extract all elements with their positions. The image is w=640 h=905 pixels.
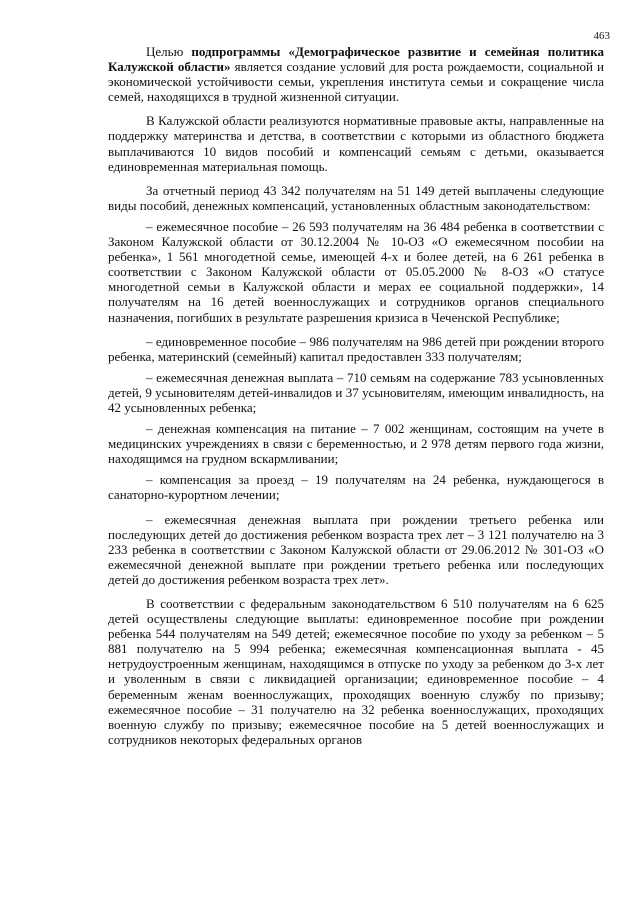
- paragraph-reporting-period: За отчетный период 43 342 получателям на 51 149 детей выплачены следующие виды пособий, денежных компенсаций, установленных областным законодательством:: [108, 182, 604, 213]
- document-body: [108, 44, 604, 756]
- list-item-third-child-payment: – ежемесячная денежная выплата при рождении третьего ребенка или последующих детей до достижения ребенком возраста трех лет – 3 121 получателю на 3 233 ребенка в соответствии с Законом Калужской области от 29.06.2012 № 301-ОЗ «О ежемесячной денежной выплате при рождении третьего ребенка или последующих детей до достижения ребенком возраста трех лет».: [108, 511, 604, 587]
- list-item-monthly-allowance: – ежемесячное пособие – 26 593 получателям на 36 484 ребенка в соответствии с Законом Калужской области от 30.12.2004 № 10-ОЗ «О ежемесячном пособии на ребенка», 1 561 многодетной семье, имеющей 4-х и более детей, на 6 261 ребенка в соответствии с Законом Калужской области от 05.05.2000 № 8-ОЗ «О статусе многодетной семьи в Калужской области и мерах ее социальной поддержки», 14 получателям на 16 детей военнослужащих и сотрудников органов специального назначения, погибших в результате разрешения кризиса в Чеченской Республике;: [108, 218, 604, 325]
- list-item-lump-sum-allowance: – единовременное пособие – 986 получателям на 986 детей при рождении второго ребенка, материнский (семейный) капитал предоставлен 333 получателям;: [108, 333, 604, 364]
- page-number: 463: [593, 30, 610, 42]
- paragraph-goal-lead: Целью: [146, 44, 192, 59]
- list-item-travel-compensation: – компенсация за проезд – 19 получателям на 24 ребенка, нуждающегося в санаторно-курортном лечении;: [108, 472, 604, 503]
- list-item-nutrition-compensation: – денежная компенсация на питание – 7 002 женщинам, состоящим на учете в медицинских учреждениях в связи с беременностью, и 2 978 детям первого года жизни, находящимся на грудном вскармливании;: [108, 421, 604, 467]
- paragraph-goal-rest: является создание условий для роста рождаемости, социальной и экономической устойчивости семьи, укрепления института семьи и сокращение числа семей, находящихся в трудной жизненной ситуации.: [108, 59, 604, 105]
- paragraph-goal: [108, 44, 604, 104]
- subprogram-title: подпрограммы «Демографическое развитие и семейная политика Калужской области»: [108, 44, 604, 75]
- list-item-adoption-payment: – ежемесячная денежная выплата – 710 семьям на содержание 783 усыновленных детей, 9 усыновителям детей-инвалидов и 37 усыновителям, имеющим инвалидность, на 42 усыновленных ребенка;: [108, 369, 604, 415]
- paragraph-federal-payments: В соответствии с федеральным законодательством 6 510 получателям на 6 625 детей осуществлены следующие выплаты: единовременное пособие при рождении ребенка 544 получателям на 549 детей; ежемесячное пособие по уходу за ребенком – 5 881 получателю на 5 994 ребенка; ежемесячная компенсационная выплата - 45 нетрудоустроенным женщинам, находящимся в отпуске по уходу за ребенком до 3-х лет и уволенным в связи с ликвидацией организации; единовременное пособие – 4 беременным женам военнослужащих, проходящих военную службу по призыву; ежемесячное пособие – 31 получателю на 32 ребенка военнослужащих, проходящих военную службу по призыву; ежемесячное пособие на 5 детей военнослужащих и сотрудников некоторых федеральных органов: [108, 596, 604, 747]
- paragraph-regional-acts: В Калужской области реализуются нормативные правовые акты, направленные на поддержку материнства и детства, в соответствии с которыми из областного бюджета выплачиваются 10 видов пособий и компенсаций семьям с детьми, оказывается единовременная материальная помощь.: [108, 113, 604, 174]
